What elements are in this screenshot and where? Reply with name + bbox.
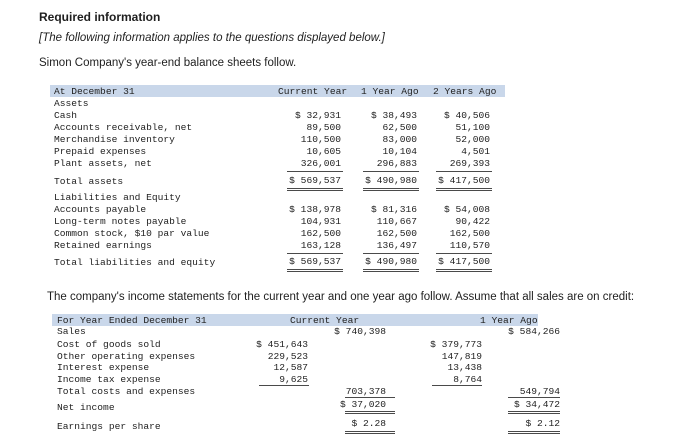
rule (363, 171, 419, 172)
cell-value: 162,500 (300, 228, 341, 239)
rule (436, 190, 492, 191)
rule (508, 397, 560, 398)
row-label: Plant assets, net (54, 158, 152, 169)
balance-col-2yr: 2 Years Ago (433, 86, 497, 97)
cell-value: 52,000 (455, 134, 490, 145)
expense-label: Other operating expenses (57, 351, 196, 362)
rule (345, 397, 395, 398)
cell-value: 136,497 (376, 240, 417, 251)
cell-value: $ 40,506 (443, 110, 490, 121)
rule (508, 413, 560, 414)
eps-label: Earnings per share (57, 421, 161, 432)
row-label: Cash (54, 110, 78, 121)
cell-value: 104,931 (300, 216, 341, 227)
net-income-label: Net income (57, 402, 115, 413)
rule (287, 190, 343, 191)
income-col-1yr: 1 Year Ago (480, 315, 538, 326)
rule (287, 188, 343, 189)
income-statement-intro: The company's income statements for the current year and one year ago follow. Assume that all sales are on credit: (47, 291, 635, 303)
rule (345, 413, 395, 414)
row-label: Merchandise inventory (54, 134, 175, 145)
expense-label: Income tax expense (57, 374, 161, 385)
rule (508, 431, 560, 432)
sales-label: Sales (57, 326, 86, 337)
cell-value: 162,500 (449, 228, 490, 239)
row-label: Prepaid expenses (54, 146, 147, 157)
rule (345, 411, 395, 412)
expense-label: Interest expense (57, 362, 150, 373)
rule (259, 385, 309, 386)
sales-prev: $ 584,266 (508, 326, 560, 337)
cell-value: $ 32,931 (294, 110, 341, 121)
expense-label: Cost of goods sold (57, 339, 161, 350)
rule (345, 433, 395, 434)
expense-prev: 8,764 (453, 374, 482, 385)
rule (363, 253, 419, 254)
cell-value: 296,883 (376, 158, 417, 169)
rule (436, 188, 492, 189)
cell-value: $ 569,537 (289, 175, 341, 186)
cell-value: $ 417,500 (438, 175, 490, 186)
cell-value: $ 38,493 (370, 110, 417, 121)
cell-value: 163,128 (300, 240, 341, 251)
cell-value: 269,393 (449, 158, 490, 169)
expense-current: 229,523 (267, 351, 308, 362)
rule (287, 269, 343, 270)
expense-current: 12,587 (273, 362, 308, 373)
cell-value: $ 490,980 (365, 175, 417, 186)
total-costs-current: 703,378 (345, 386, 386, 397)
cell-value: $ 81,316 (370, 204, 417, 215)
section-liabilities: Liabilities and Equity (54, 192, 181, 203)
cell-value: $ 417,500 (438, 256, 490, 267)
cell-value: 326,001 (300, 158, 341, 169)
cell-value: 4,501 (461, 146, 490, 157)
rule (287, 271, 343, 272)
eps-current: $ 2.28 (351, 418, 386, 429)
cell-value: 110,667 (376, 216, 417, 227)
net-income-current: $ 37,020 (339, 399, 386, 410)
cell-value: 162,500 (376, 228, 417, 239)
rule (345, 431, 395, 432)
sales-current: $ 740,398 (334, 326, 386, 337)
rule (363, 188, 419, 189)
expense-prev: 13,438 (447, 362, 482, 373)
rule (363, 271, 419, 272)
total-costs-label: Total costs and expenses (57, 386, 196, 397)
expense-prev: $ 379,773 (430, 339, 482, 350)
intro-note: [The following information applies to the questions displayed below.] (39, 32, 385, 44)
eps-prev: $ 2.12 (525, 418, 560, 429)
section-assets: Assets (54, 98, 89, 109)
rule (363, 269, 419, 270)
rule (508, 411, 560, 412)
rule (287, 171, 343, 172)
cell-value: $ 138,978 (289, 204, 341, 215)
total-liabilities-label: Total liabilities and equity (54, 257, 216, 268)
net-income-prev: $ 34,472 (513, 399, 560, 410)
cell-value: 10,104 (382, 146, 417, 157)
rule (436, 269, 492, 270)
cell-value: 90,422 (455, 216, 490, 227)
rule (287, 253, 343, 254)
balance-sheet-intro: Simon Company's year-end balance sheets follow. (39, 57, 297, 69)
cell-value: 10,605 (306, 146, 341, 157)
expense-prev: 147,819 (441, 351, 482, 362)
cell-value: $ 569,537 (289, 256, 341, 267)
total-assets-label: Total assets (54, 176, 124, 187)
row-label: Common stock, $10 par value (54, 228, 210, 239)
balance-col-1yr: 1 Year Ago (361, 86, 419, 97)
rule (436, 271, 492, 272)
cell-value: 110,500 (300, 134, 341, 145)
row-label: Retained earnings (54, 240, 152, 251)
cell-value: 62,500 (382, 122, 417, 133)
row-label: Accounts receivable, net (54, 122, 193, 133)
expense-current: $ 451,643 (256, 339, 308, 350)
rule (508, 433, 560, 434)
rule (436, 171, 492, 172)
income-col-current: Current Year (290, 315, 360, 326)
cell-value: $ 490,980 (365, 256, 417, 267)
cell-value: 83,000 (382, 134, 417, 145)
rule (436, 253, 492, 254)
cell-value: 89,500 (306, 122, 341, 133)
rule (432, 385, 482, 386)
total-costs-prev: 549,794 (519, 386, 560, 397)
rule (363, 190, 419, 191)
required-information-heading: Required information (39, 10, 161, 24)
cell-value: $ 54,008 (443, 204, 490, 215)
cell-value: 51,100 (455, 122, 490, 133)
income-col-label: For Year Ended December 31 (57, 315, 207, 326)
expense-current: 9,625 (279, 374, 308, 385)
balance-col-current: Current Year (278, 86, 348, 97)
balance-col-label: At December 31 (54, 86, 135, 97)
row-label: Long-term notes payable (54, 216, 187, 227)
cell-value: 110,570 (449, 240, 490, 251)
row-label: Accounts payable (54, 204, 147, 215)
